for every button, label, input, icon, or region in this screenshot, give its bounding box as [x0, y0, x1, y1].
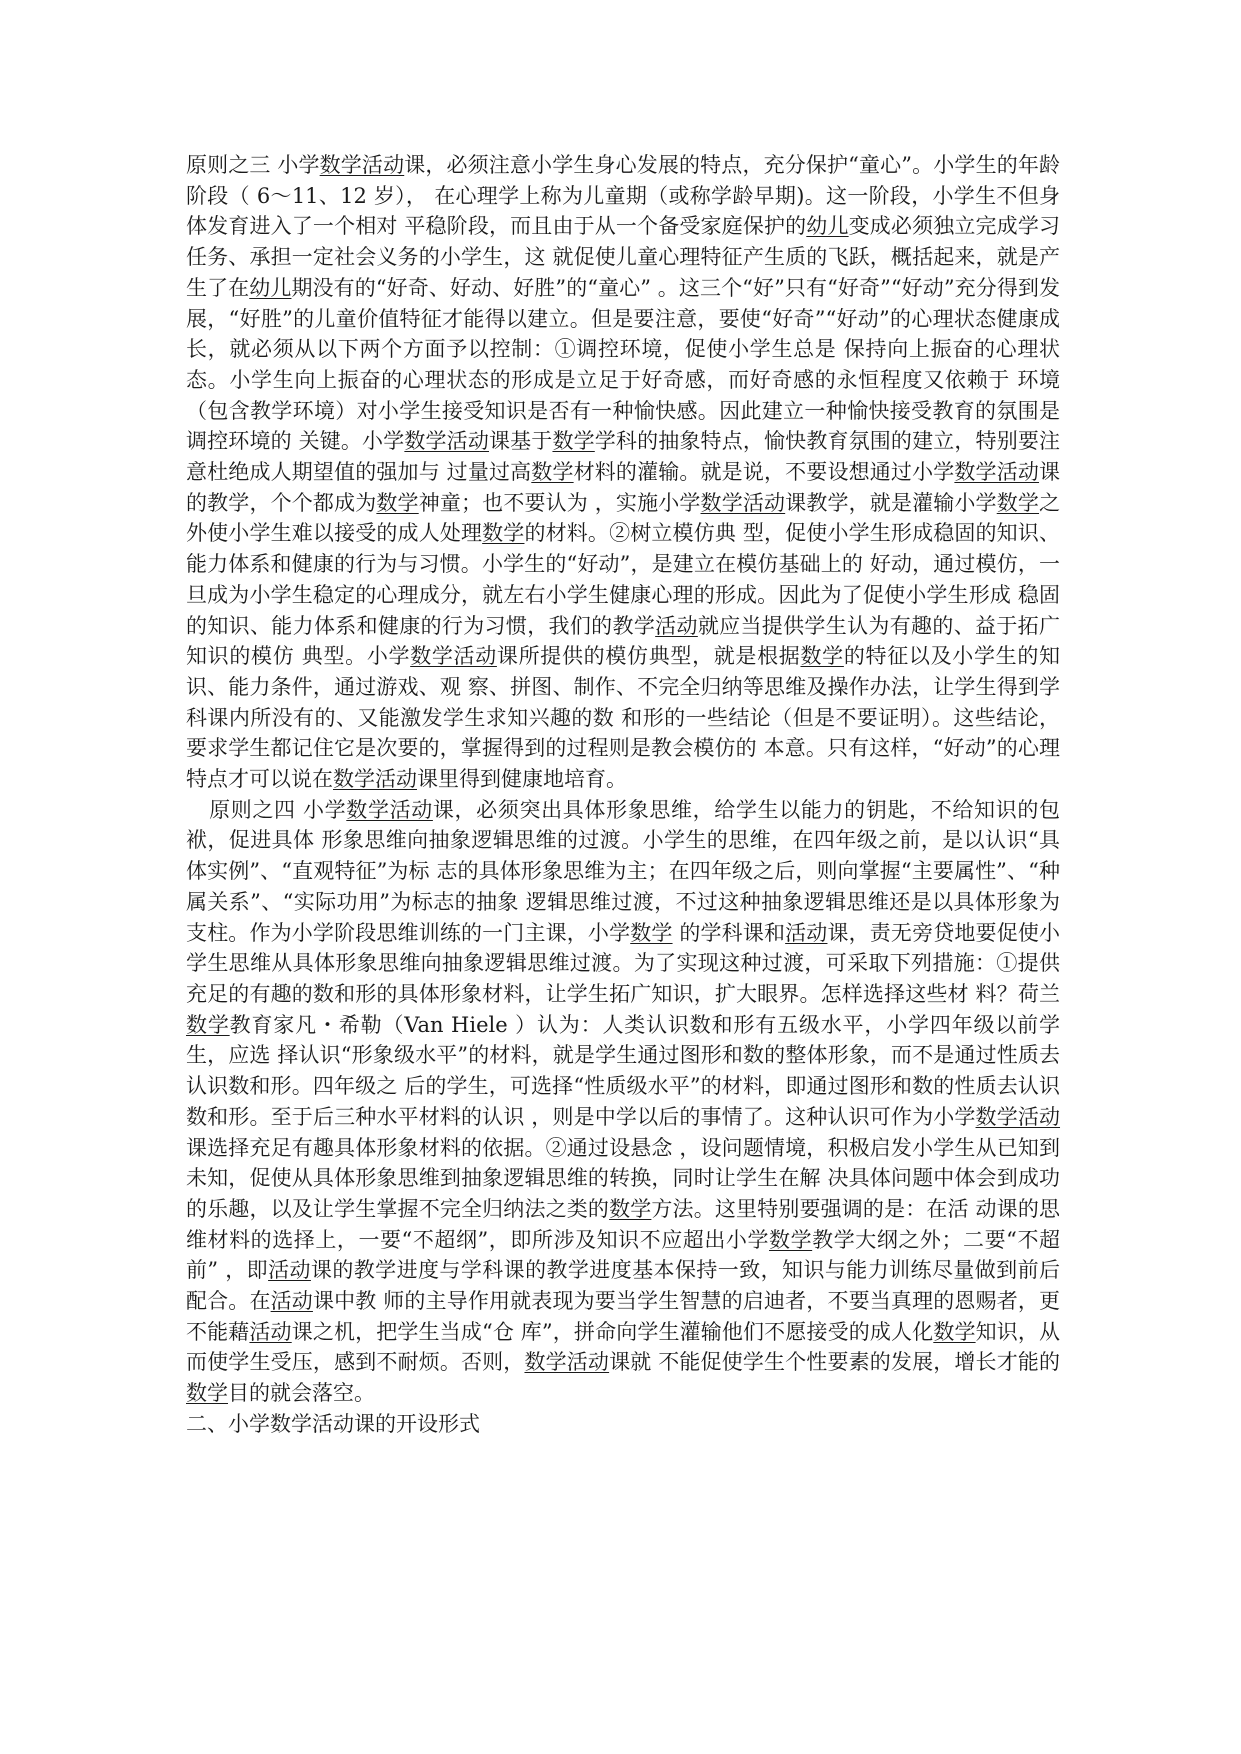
text-segment: 的特征以及小学生的知识、能力条件，通过游戏、观 察、拼图、制作、不完全归纳等思维及操作办法，让学生得到学科课内所没有的、又能激发学生求知兴趣的数 和形的一些结论（但是不要证明）。这些结论，要求学生都记住它是次要的，掌握得到的过程则是教会模仿的 本意。只有这样，“好动”的心理特点才可以说在	[186, 644, 1061, 792]
keyword-link[interactable]: 数学	[552, 429, 595, 454]
keyword-link[interactable]: 数学活动	[954, 460, 1040, 485]
text-segment: 材料的灌输。就是说，不要设想通过小学	[573, 460, 955, 485]
keyword-link[interactable]: 活动	[785, 920, 828, 945]
keyword-link[interactable]: 幼儿	[806, 214, 849, 239]
text-segment: 原则之三 小学	[186, 153, 320, 177]
text-segment: 知识，从而使学生受压，感到不耐烦。否则，	[186, 1319, 1061, 1375]
text-segment: 原则之四 小学	[209, 797, 347, 822]
keyword-link[interactable]: 数学	[531, 460, 574, 485]
paragraph-principle-4	[186, 795, 1060, 1409]
keyword-link[interactable]: 活动	[249, 1319, 292, 1344]
text-segment: 目的就会落空。	[228, 1381, 375, 1406]
text-segment: 之外使小学生难以接受的成人处理	[186, 490, 1061, 546]
keyword-link[interactable]: 数学活动	[346, 797, 433, 822]
keyword-link[interactable]: 数学	[482, 521, 525, 546]
keyword-link[interactable]: 数学	[800, 644, 844, 669]
keyword-link[interactable]: 活动	[270, 1289, 313, 1314]
text-segment: 就应当提供学生认为有趣的、益于拓广知识的模仿 典型。小学	[186, 613, 1061, 669]
text-segment: 教学大纲之外；二要“不超前” ，即	[186, 1227, 1060, 1283]
keyword-link[interactable]: 数学	[933, 1319, 976, 1344]
text-segment: 方法。这里特别要强调的是：在活 动课的思维材料的选择上，一要“不超纲”，即所涉及知识不应超出小学	[186, 1196, 1060, 1252]
keyword-link[interactable]: 数学	[186, 1012, 230, 1037]
text-segment: 课选择充足有趣具体形象材料的依据。②通过设悬念 ，设问题情境，积极启发小学生从已知到未知，促使从具体形象思维到抽象逻辑思维的转换，同时让学生在解 决具体问题中体会到成功的乐趣，以及让学生掌握不完全归纳法之类的	[186, 1135, 1060, 1221]
text-segment: 课的教学进度与学科课的教学进度基本保持一致，知识与能力训练尽量做到前后配合。在	[186, 1258, 1061, 1314]
text-segment: 课所提供的模仿典型，就是根据	[496, 644, 801, 669]
section-heading	[186, 1409, 1060, 1440]
text-segment: 课教学，就是灌输小学	[785, 490, 997, 515]
keyword-link[interactable]: 数学	[609, 1196, 652, 1221]
paragraph-principle-3	[186, 150, 1060, 795]
text-segment: 学科的抽象特点，愉快教育氛围的建立，特别要注意杜绝成人期望值的强加与 过量过高	[186, 429, 1061, 485]
keyword-link[interactable]: 数学	[996, 490, 1040, 515]
text-segment: 的材料。②树立模仿典 型，促使小学生形成稳固的知识、能力体系和健康的行为与习惯。小学生的“好动”，是建立在模仿基础上的 好动，通过模仿，一旦成为小学生稳定的心理成分，就左右小学生健康心理的形成。因此为了促使小学生形成 稳固的知识、能力体系和健康的行为习惯，我们的教学	[186, 521, 1060, 638]
keyword-link[interactable]: 数学活动	[319, 153, 405, 177]
keyword-link[interactable]: 数学	[186, 1381, 228, 1406]
keyword-link[interactable]: 数学	[376, 490, 419, 515]
keyword-link[interactable]: 幼儿	[249, 275, 292, 300]
text-segment: 期没有的“好奇、好动、好胜”的“童心” 。这三个“好”只有“好奇”“好动”充分得到发展，“好胜”的儿童价值特征才能得以建立。但是要注意，要使“好奇”“好动”的心理状态健康成长，就必须从以下两个方面予以控制：①调控环境，促使小学生总是 保持向上振奋的心理状态。小学生向上振奋的心理状态的形成是立足于好奇感，而好奇感的永恒程度又依赖于 环境（包含教学环境）对小学生接受知识是否有一种愉快感。因此建立一种愉快接受教育的氛围是调控环境的 关键。小学	[186, 275, 1061, 454]
keyword-link[interactable]: 数学活动	[700, 490, 786, 515]
text-segment: 课里得到健康地培育。	[417, 767, 627, 792]
text-segment: 课，责无旁贷地要促使小学生思维从具体形象思维向抽象逻辑思维过渡。为了实现这种过渡，可采取下列措施：①提供充足的有趣的数和形的具体形象材料，让学生拓广知识，扩大眼界。怎样选择这些材 料？荷兰	[186, 920, 1061, 1006]
keyword-link[interactable]: 活动	[655, 613, 698, 638]
keyword-link[interactable]: 数学活动	[410, 644, 497, 669]
keyword-link[interactable]: 数学活动	[975, 1104, 1061, 1129]
keyword-link[interactable]: 数学	[630, 920, 673, 945]
text-segment: 课，必须注意小学生身心发展的特点，充分保护“童心”。小学生的年龄阶段（ 6～11、12 岁）， 在心理学上称为儿童期（或称学龄早期)。这一阶段，小学生不但身体发育进入了一个相对 平稳阶段，而且由于从一个备受家庭保护的	[186, 153, 1060, 239]
text-segment: 变成必须独立完成学习任务、承担一定社会义务的小学生，这 就促使儿童心理特征产生质的飞跃，概括起来，就是产生了在	[186, 214, 1060, 300]
text-segment: 课中教 师的主导作用就表现为要当学生智慧的启迪者，不要当真理的恩赐者，更不能藉	[186, 1289, 1060, 1344]
text-segment: 课，必须突出具体形象思维，给学生以能力的钥匙，不给知识的包袱，促进具体 形象思维向抽象逻辑思维的过渡。小学生的思维，在四年级之前，是以认识“具体实例”、“直观特征”为标 志的具体形象思维为主；在四年级之后，则向掌握“主要属性”、“种属关系”、“实际功用”为标志的抽象 逻辑思维过渡，不过这种抽象逻辑思维还是以具体形象为支柱。作为小学阶段思维训练的一门主课，小学	[186, 797, 1060, 945]
text-segment: 的学科课和	[672, 920, 786, 945]
text-segment: 二、小学数学活动课的开设形式	[186, 1411, 480, 1436]
text-segment: 神童；也不要认为 ，实施小学	[418, 490, 701, 515]
text-segment: 课的教学，个个都成为	[186, 460, 1061, 515]
text-segment: 课之机，把学生当成“仓 库”，拼命向学生灌输他们不愿接受的成人化	[291, 1319, 934, 1344]
document-page	[186, 150, 1060, 1440]
keyword-link[interactable]: 数学活动	[333, 767, 417, 792]
text-segment: 课就 不能促使学生个性要素的发展，增长才能的	[609, 1350, 1061, 1375]
text-segment: 教育家凡・希勒（Van Hiele ）认为：人类认识数和形有五级水平，小学四年级以前学生，应选 择认识“形象级水平”的材料，就是学生通过图形和数的整体形象，而不是通过性质去认识数和形。四年级之 后的学生，可选择“性质级水平”的材料，即通过图形和数的性质去认识数和形。至于后三种水平材料的认识 ，则是中学以后的事情了。这种认识可作为小学	[186, 1012, 1061, 1129]
keyword-link[interactable]: 数学活动	[524, 1350, 610, 1375]
keyword-link[interactable]: 活动	[268, 1258, 311, 1283]
keyword-link[interactable]: 数学活动	[404, 429, 489, 454]
text-segment: 课基于	[489, 429, 553, 454]
keyword-link[interactable]: 数学	[769, 1227, 813, 1252]
